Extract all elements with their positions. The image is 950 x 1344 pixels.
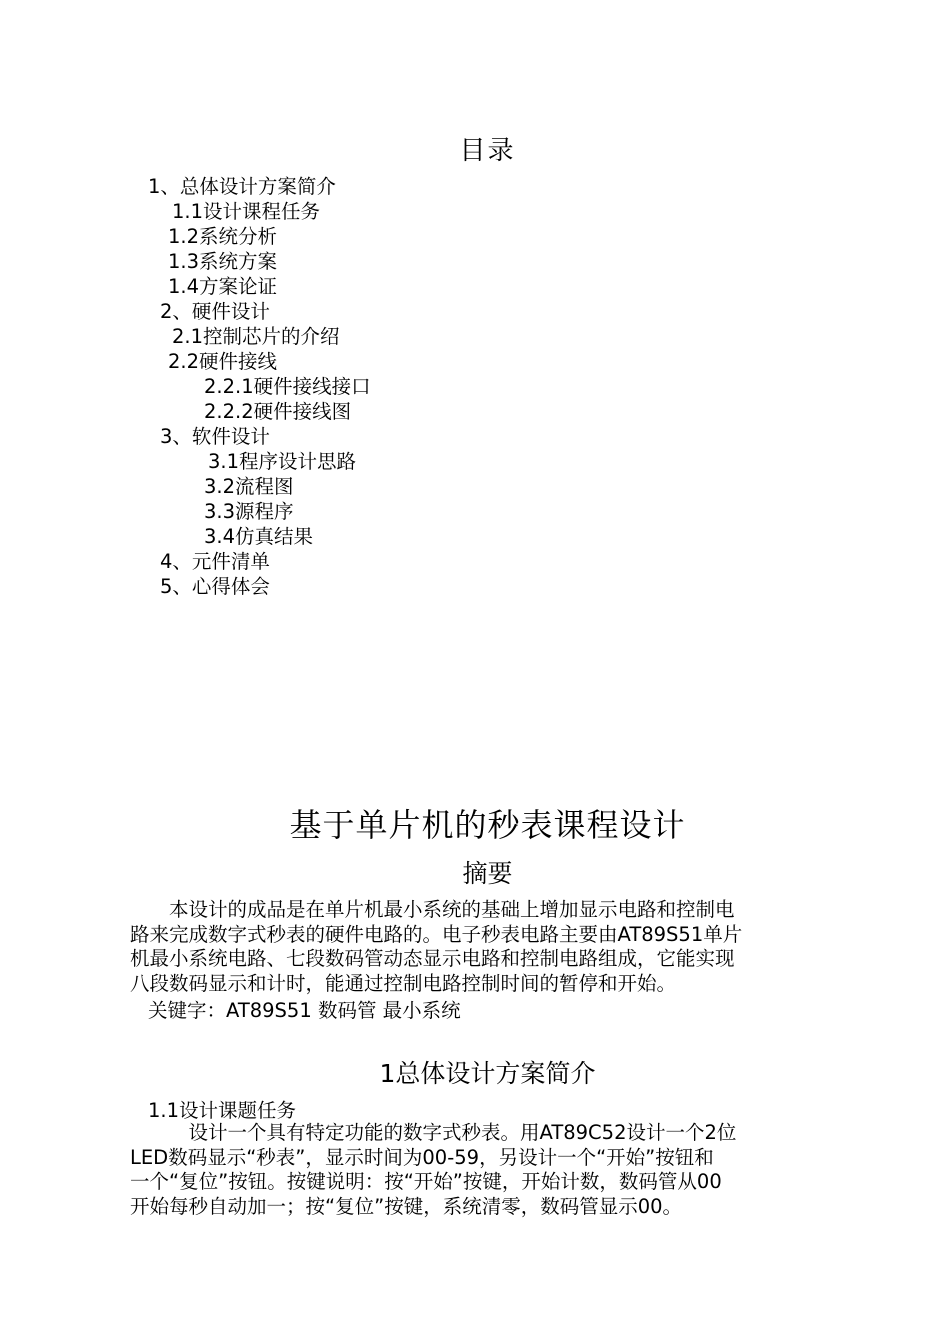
keywords-line: 关键字：AT89S51 数码管 最小系统 — [148, 999, 461, 1022]
document-title: 基于单片机的秒表课程设计 — [289, 806, 686, 844]
section-heading: 1总体设计方案简介 — [379, 1059, 596, 1088]
subsection-heading: 1.1设计课题任务 — [148, 1099, 297, 1122]
toc-item: 4、元件清单 — [160, 550, 270, 573]
abstract-paragraph — [130, 898, 830, 996]
paragraph-line: 设计一个具有特定功能的数字式秒表。用AT89C52设计一个2位 — [130, 1121, 737, 1144]
toc-item: 1.1设计课程任务 — [172, 200, 321, 223]
paragraph-line: 机最小系统电路、七段数码管动态显示电路和控制电路组成，它能实现 — [130, 947, 735, 970]
toc-item: 2.2.1硬件接线接口 — [204, 375, 371, 398]
paragraph-line: LED数码显示“秒表”，显示时间为00-59，另设计一个“开始”按钮和 — [130, 1145, 714, 1169]
toc-item: 3.2流程图 — [204, 475, 294, 498]
paragraph-line: 本设计的成品是在单片机最小系统的基础上增加显示电路和控制电 — [130, 898, 735, 921]
toc-item: 1.4方案论证 — [168, 275, 278, 298]
paragraph-line: 一个“复位”按钮。按键说明：按“开始”按键，开始计数，数码管从00 — [130, 1170, 722, 1193]
toc-item: 2、硬件设计 — [160, 300, 270, 323]
paragraph-line: 八段数码显示和计时，能通过控制电路控制时间的暂停和开始。 — [130, 971, 677, 995]
toc-item: 5、心得体会 — [160, 575, 270, 598]
abstract-heading: 摘要 — [462, 859, 513, 888]
toc-item: 3、软件设计 — [160, 425, 270, 448]
toc-item: 1.2系统分析 — [168, 225, 278, 248]
toc-item: 3.1程序设计思路 — [208, 450, 357, 473]
toc-item: 3.4仿真结果 — [204, 525, 314, 548]
toc-item: 1、总体设计方案简介 — [148, 175, 336, 198]
toc-title: 目录 — [459, 136, 516, 166]
toc-item: 2.1控制芯片的介绍 — [172, 325, 340, 348]
task-paragraph — [130, 1121, 830, 1219]
paragraph-line: 路来完成数字式秒表的硬件电路的。电子秒表电路主要由AT89S51单片 — [130, 922, 743, 946]
toc-item: 3.3源程序 — [204, 500, 294, 523]
toc-item: 2.2硬件接线 — [168, 350, 278, 373]
paragraph-line: 开始每秒自动加一；按“复位”按键，系统清零，数码管显示00。 — [130, 1194, 683, 1218]
toc-item: 1.3系统方案 — [168, 250, 278, 273]
toc-item: 2.2.2硬件接线图 — [204, 400, 352, 423]
